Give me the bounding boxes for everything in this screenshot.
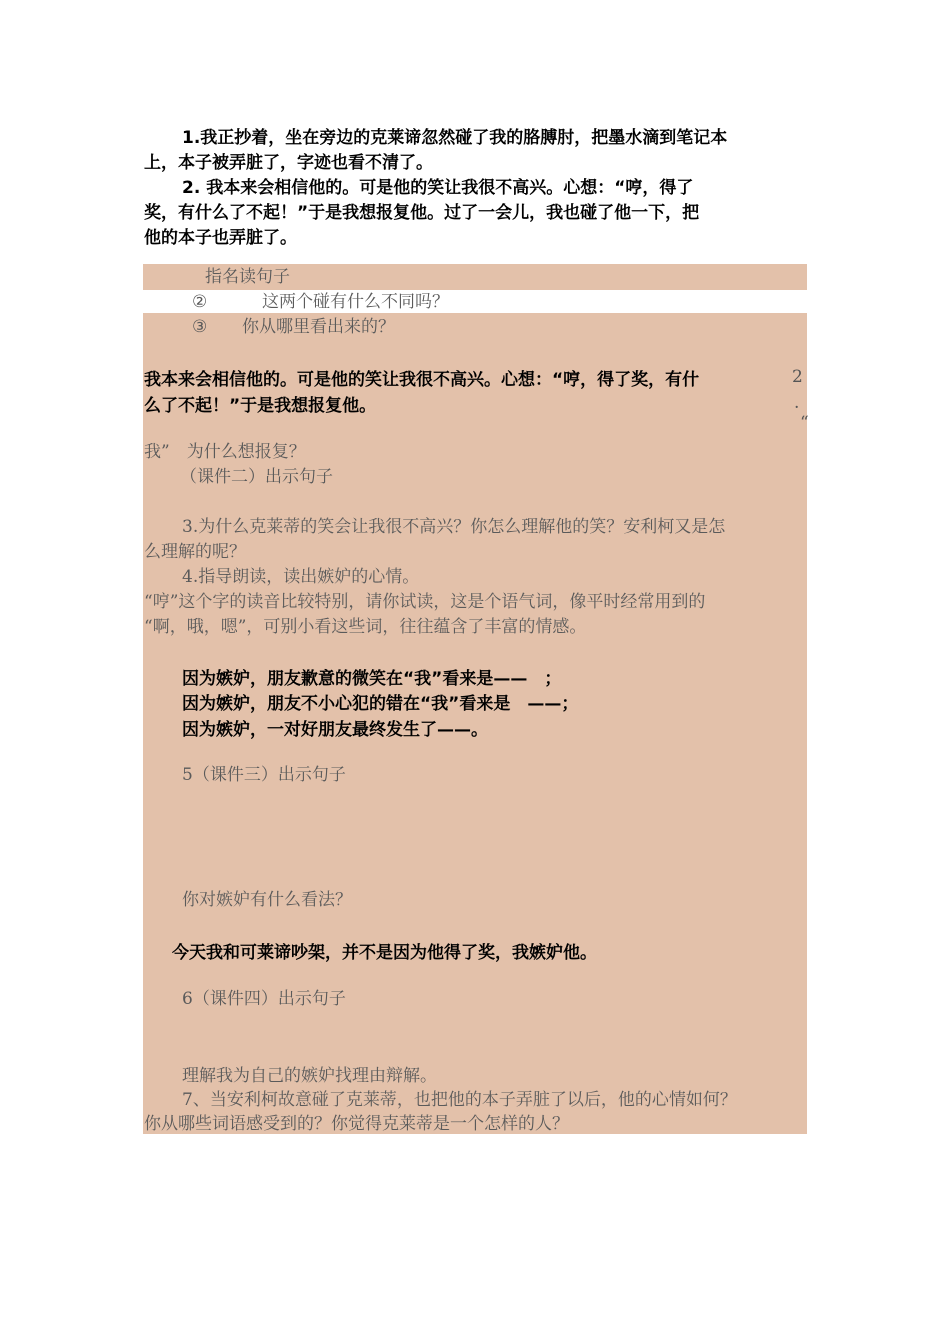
table-row-3-text: 你从哪里看出来的？ — [242, 317, 395, 337]
side-mark-1: 2 — [792, 367, 803, 387]
heng-note-line-2: “啊，哦，嗯”，可别小看这些词，往往蕴含了丰富的情感。 — [144, 617, 587, 637]
jealousy-line-1: 因为嫉妒，朋友歉意的微笑在“我”看来是—— ； — [182, 669, 562, 689]
passage-line-2: 上，本子被弄脏了，字迹也看不清了。 — [144, 153, 433, 173]
side-mark-2: . — [794, 393, 800, 413]
jealousy-line-2: 因为嫉妒，朋友不小心犯的错在“我”看来是 ——； — [182, 694, 579, 714]
passage-line-4: 奖，有什么了不起！”于是我想报复他。过了一会儿，我也碰了他一下，把 — [144, 203, 700, 223]
table-row-1-text: 指名读句子 — [205, 267, 290, 287]
passage-line-1: 1.我正抄着，坐在旁边的克莱谛忽然碰了我的胳膊肘，把墨水滴到笔记本 — [182, 128, 728, 148]
passage-line-3: 2. 我本来会相信他的。可是他的笑让我很不高兴。心想：“哼，得了 — [182, 178, 694, 198]
question-7-line-2: 你从哪些词语感受到的？你觉得克莱蒂是一个怎样的人？ — [144, 1114, 569, 1134]
jealousy-line-3: 因为嫉妒，一对好朋友最终发生了——。 — [182, 720, 488, 740]
question-4: 4.指导朗读，读出嫉妒的心情。 — [182, 567, 420, 587]
question-7-line-1: 7、当安利柯故意碰了克莱蒂，也把他的本子弄脏了以后，他的心情如何？ — [182, 1090, 737, 1110]
passage-line-5: 他的本子也弄脏了。 — [144, 228, 297, 248]
question-3-line-2: 么理解的呢？ — [144, 542, 246, 562]
quarrel-sentence: 今天我和可莱谛吵架，并不是因为他得了奖，我嫉妒他。 — [172, 943, 597, 963]
quote-line-1: 我本来会相信他的。可是他的笑让我很不高兴。心想：“哼，得了奖，有什 — [144, 370, 700, 390]
heng-note-line-1: “哼”这个字的读音比较特别，请你试读，这是个语气词，像平时经常用到的 — [144, 592, 706, 612]
courseware-4-label: 6（课件四）出示句子 — [182, 989, 346, 1009]
why-revenge-question: 我” 为什么想报复？ — [144, 442, 306, 462]
courseware-3-label: 5（课件三）出示句子 — [182, 765, 346, 785]
table-row-3-number: ③ — [192, 317, 208, 337]
understand-excuse-line: 理解我为自己的嫉妒找理由辩解。 — [182, 1066, 437, 1086]
courseware-2-label: （课件二）出示句子 — [180, 467, 333, 487]
table-row-2-text: 这两个碰有什么不同吗？ — [262, 292, 449, 312]
quote-line-2: 么了不起！”于是我想报复他。 — [144, 396, 377, 416]
view-on-jealousy-question: 你对嫉妒有什么看法？ — [182, 890, 352, 910]
question-3-line-1: 3.为什么克莱蒂的笑会让我很不高兴？你怎么理解他的笑？安利柯又是怎 — [182, 517, 726, 537]
table-row-2-number: ② — [192, 292, 208, 312]
side-mark-3: “ — [800, 413, 809, 433]
